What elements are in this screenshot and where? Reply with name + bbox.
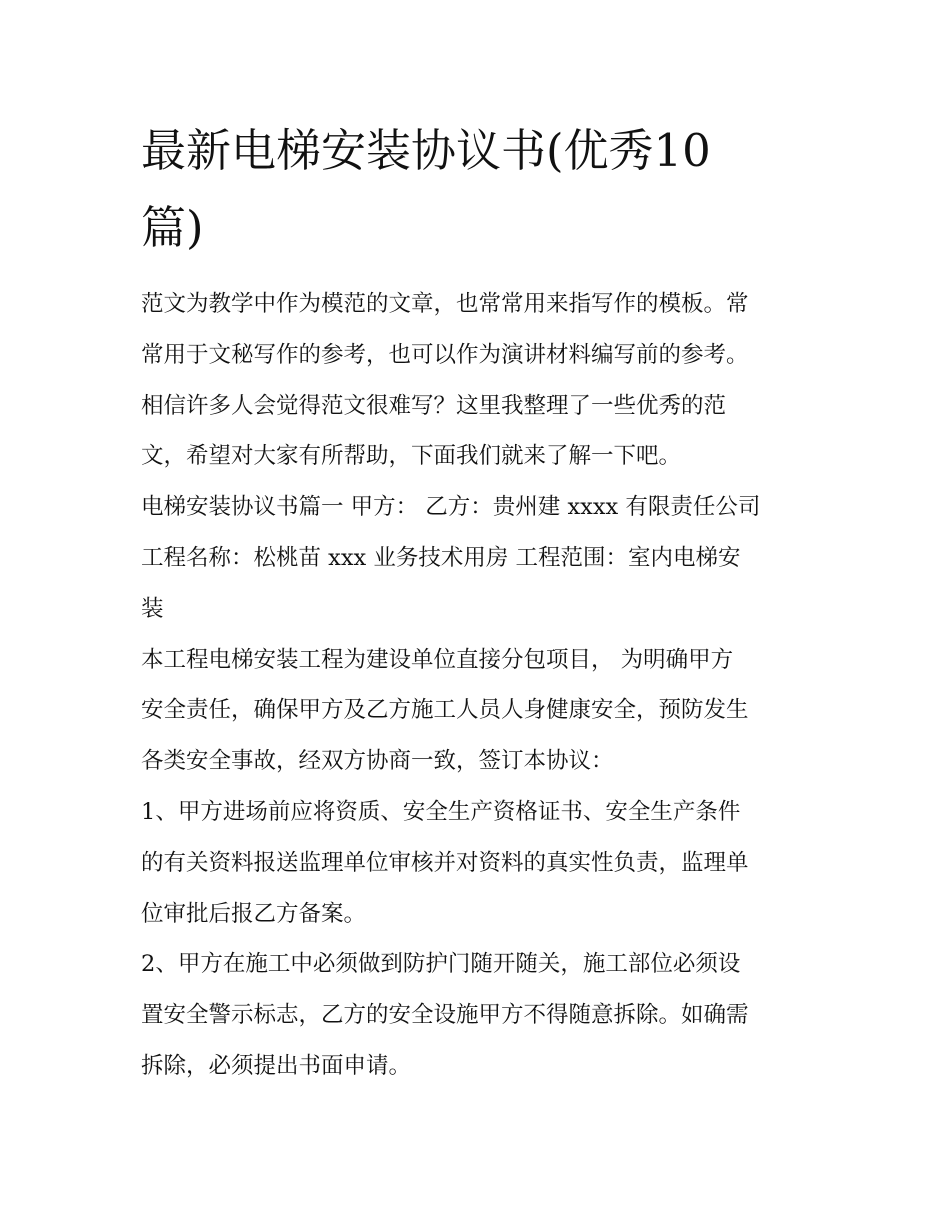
body-line-10: 各类安全事故，经双方协商一致，签订本协议：	[141, 748, 614, 775]
document-title	[141, 112, 821, 266]
document-body	[141, 279, 813, 1092]
body-line-5: 电梯安装协议书篇一 甲方： 乙方：贵州建 xxxx 有限责任公司	[141, 494, 761, 521]
body-line-16: 拆除，必须提出书面申请。	[141, 1052, 412, 1079]
body-line-1: 范文为教学中作为模范的文章，也常常用来指写作的模板。常	[141, 291, 749, 317]
body-line-9: 安全责任，确保甲方及乙方施工人员人身健康安全，预防发生	[141, 697, 749, 724]
body-line-7: 装	[141, 595, 164, 622]
title-line-2: 篇)	[141, 201, 204, 254]
body-line-14: 2、甲方在施工中必须做到防护门随开随关，施工部位必须设	[141, 951, 741, 978]
body-line-3: 相信许多人会觉得范文很难写？这里我整理了一些优秀的范	[141, 392, 727, 419]
body-line-15: 置安全警示标志，乙方的安全设施甲方不得随意拆除。如确需	[141, 1002, 749, 1029]
body-line-13: 位审批后报乙方备案。	[141, 900, 367, 927]
body-line-6: 工程名称：松桃苗 xxx 业务技术用房 工程范围：室内电梯安	[141, 544, 741, 571]
body-line-12: 的有关资料报送监理单位审核并对资料的真实性负责，监理单	[141, 849, 749, 876]
body-line-2: 常用于文秘写作的参考，也可以作为演讲材料编写前的参考。	[141, 341, 749, 368]
body-line-4: 文，希望对大家有所帮助，下面我们就来了解一下吧。	[141, 443, 682, 470]
body-line-11: 1、甲方进场前应将资质、安全生产资格证书、安全生产条件	[141, 798, 741, 825]
body-line-8: 本工程电梯安装工程为建设单位直接分包项目， 为明确甲方	[141, 646, 734, 673]
title-line-1: 最新电梯安装协议书(优秀10	[141, 124, 711, 177]
